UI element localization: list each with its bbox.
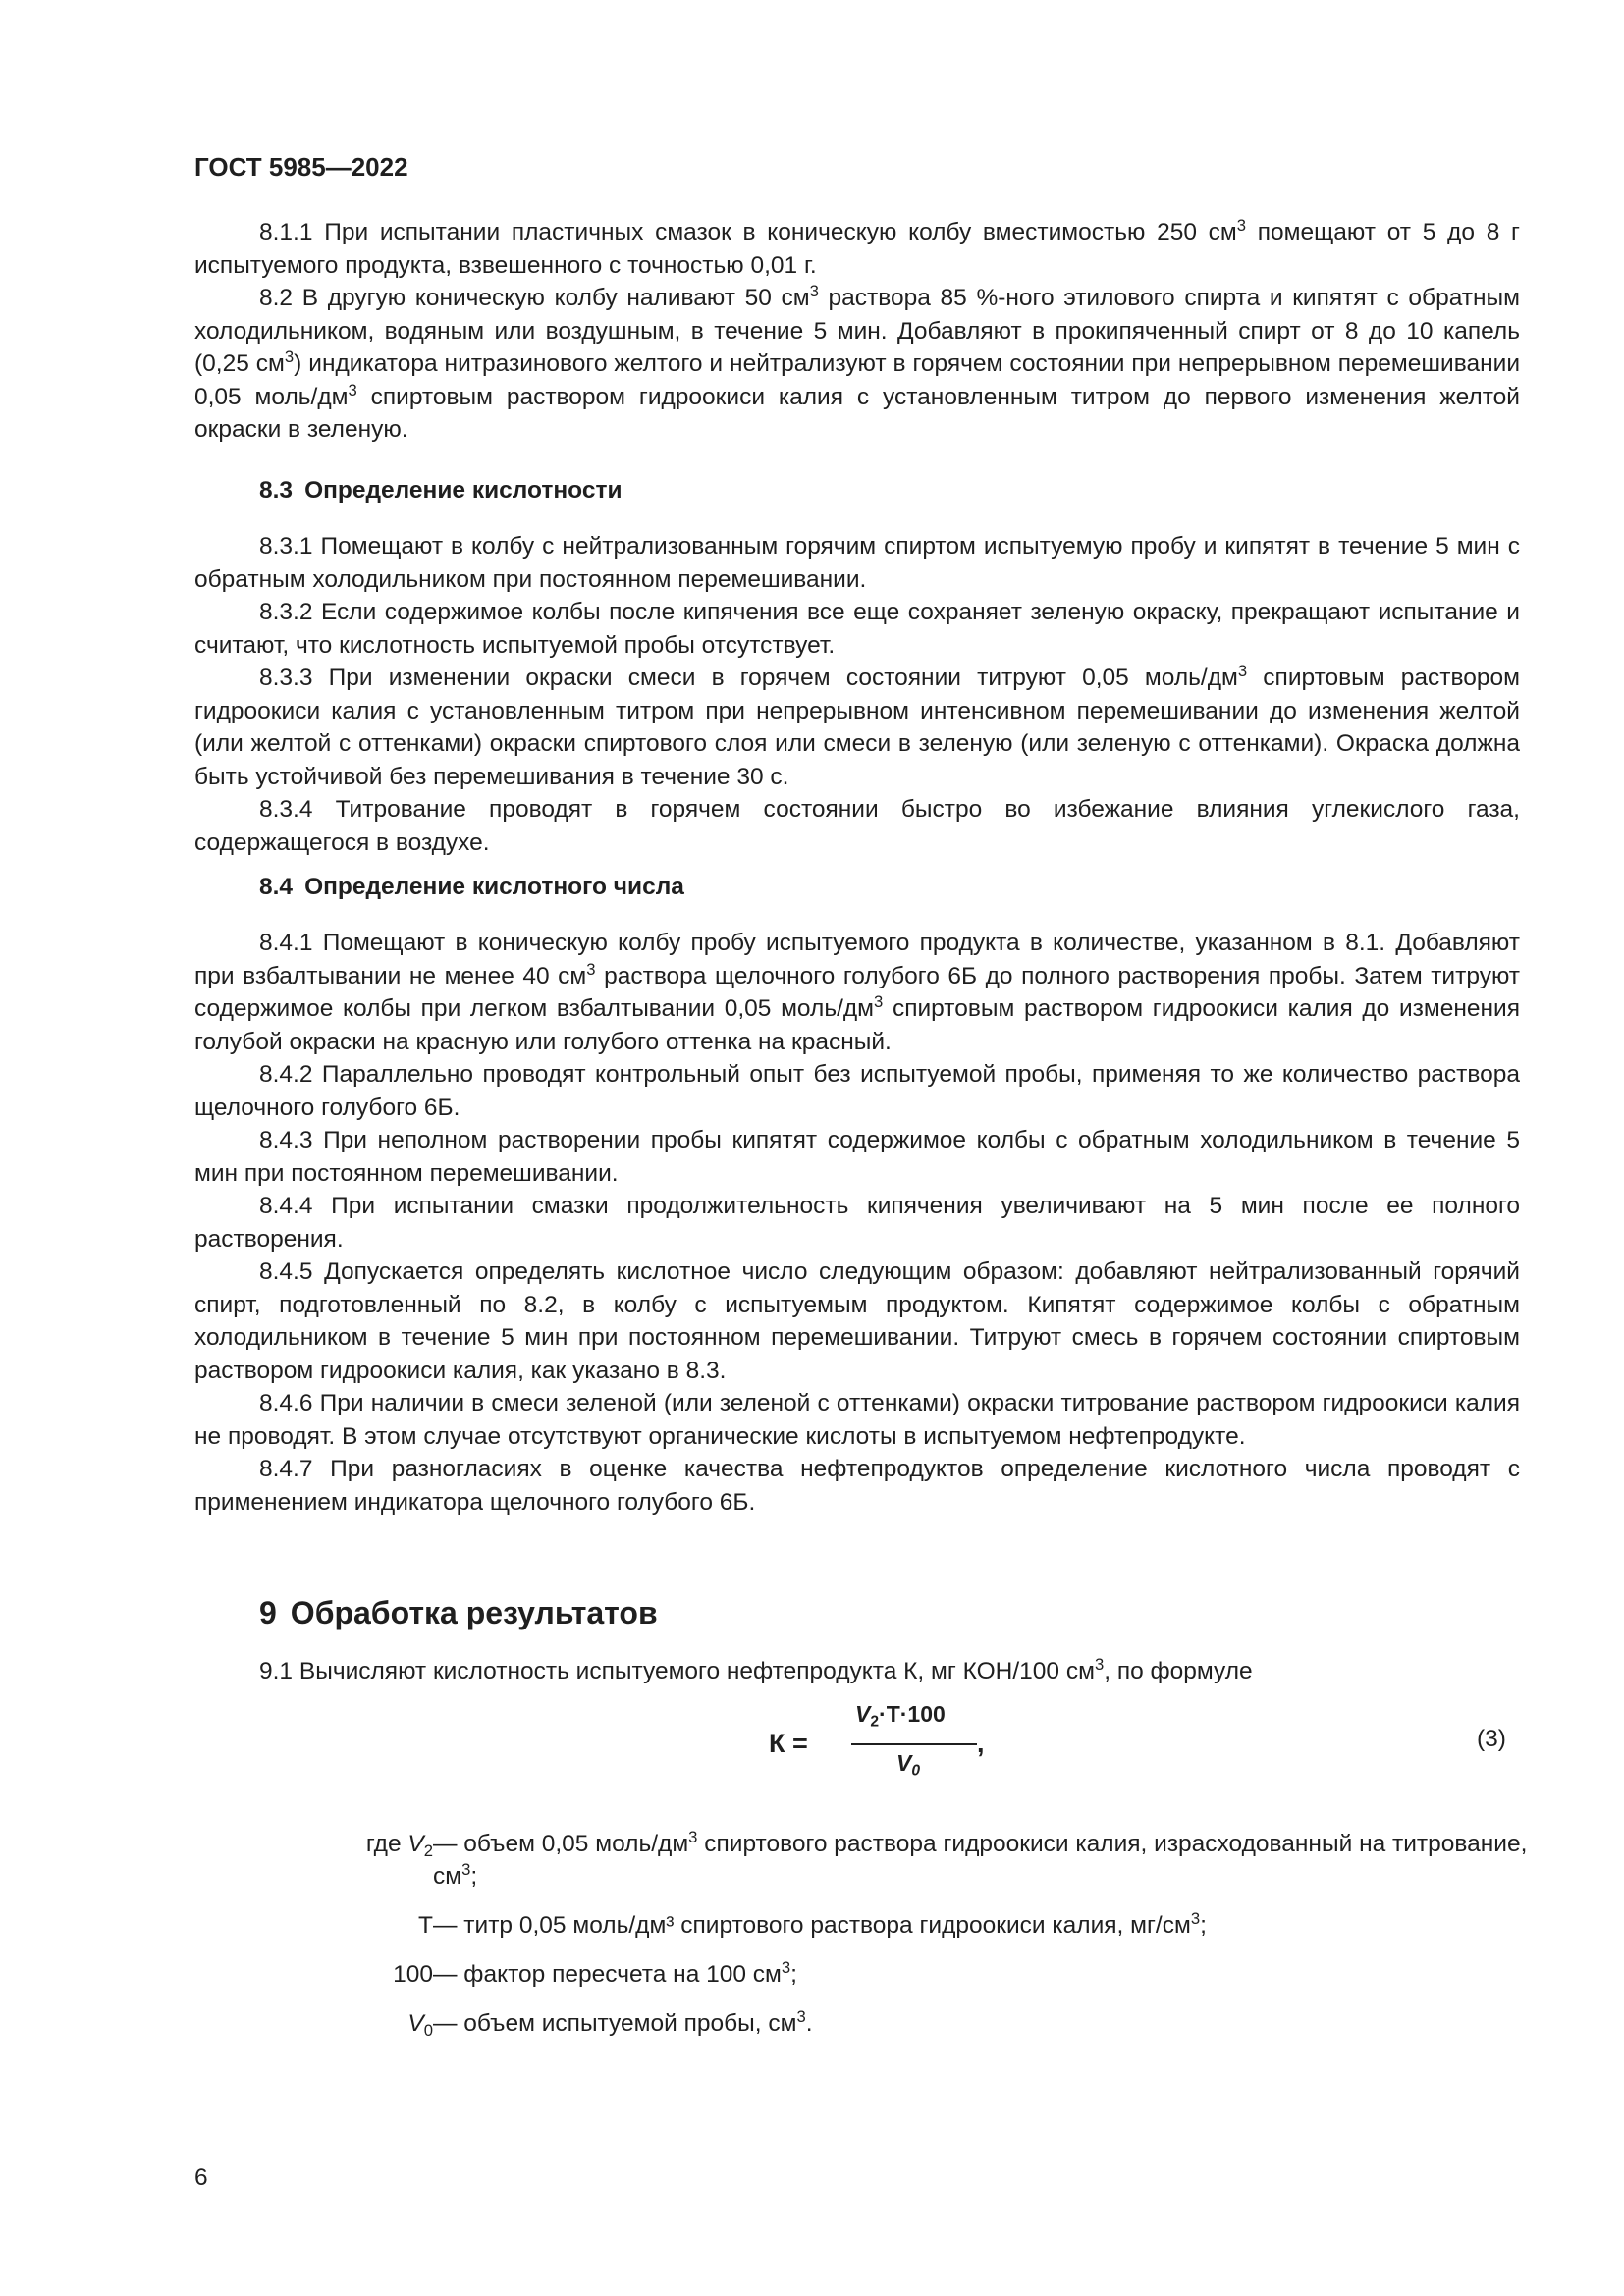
definition-d-t bbox=[194, 1909, 1530, 1942]
paragraph-p847: 8.4.7 При разногласиях в оценке качества нефтепродуктов определение кислотного числа проводят с применением индикатора щелочного голубого 6Б. bbox=[194, 1456, 1520, 1516]
formula-numerator: $V_2\cdot Т\cdot 100$ bbox=[855, 1701, 946, 1731]
subsection-title: Определение кислотности bbox=[304, 477, 623, 504]
text-block-9-1 bbox=[194, 1655, 1520, 1688]
definition-text: — фактор пересчета на 100 $см^3$; bbox=[433, 1957, 797, 1988]
document-header: ГОСТ 5985—2022 bbox=[194, 152, 408, 182]
subsection-number: 8.4 bbox=[259, 874, 294, 900]
subsection-number: 8.3 bbox=[259, 477, 294, 504]
text-block-8-4 bbox=[194, 927, 1520, 1519]
paragraph-p82: 8.2 В другую коническую колбу наливают 50 $см^3$ раствора 85 %-ного этилового спирта и кипятят с обратным холодильником, водяным или воздушным, в течение 5 мин. Добавляют в прокипяченный спирт от 8 до 10 капель (0,25 $см^3$) индикатора нитразинового желтого и нейтрализуют в горячем состоянии при непрерывном перемешивании 0,05 моль/$дм^3$ спиртовым раствором гидроокиси калия с установленным титром до первого изменения желтой окраски в зеленую. bbox=[194, 281, 1521, 443]
fraction-line bbox=[851, 1743, 977, 1745]
section-heading-9 bbox=[259, 1595, 658, 1631]
variable-definitions bbox=[194, 1828, 1530, 2056]
text-block-8-3 bbox=[194, 530, 1520, 859]
definition-d-v2 bbox=[194, 1828, 1530, 1893]
definition-symbol: Т bbox=[418, 1912, 433, 1939]
definition-symbol: где $V_2$ bbox=[365, 1831, 433, 1860]
definition-text: — титр 0,05 моль/дм³ спиртового раствора гидроокиси калия, $мг/см^3$; bbox=[433, 1908, 1207, 1939]
section-number: 9 bbox=[259, 1595, 277, 1630]
paragraph-p91: 9.1 Вычисляют кислотность испытуемого нефтепродукта К, мг КОН/100 $см^3$, по формуле bbox=[259, 1654, 1253, 1684]
page-number: 6 bbox=[194, 2164, 208, 2191]
paragraph-p834: 8.3.4 Титрование проводят в горячем состоянии быстро во избежание влияния углекислого газа, содержащегося в воздухе. bbox=[194, 796, 1520, 856]
paragraph-p845: 8.4.5 Допускается определять кислотное число следующим образом: добавляют нейтрализованный горячий спирт, подготовленный по 8.2, в колбу с испытуемым продуктом. Кипятят содержимое колбы с обратным холодильником в течение 5 мин при постоянном перемешивании. Титруют смесь в горячем состоянии спиртовым раствором гидроокиси калия, как указано в 8.3. bbox=[194, 1258, 1520, 1384]
definition-symbol: $V_0$ bbox=[407, 2010, 433, 2040]
definition-text: — объем испытуемой пробы, $см^3$. bbox=[433, 2006, 813, 2037]
formula-comma: , bbox=[977, 1729, 985, 1758]
subsection-title: Определение кислотного числа bbox=[304, 874, 684, 900]
paragraph-p846: 8.4.6 При наличии в смеси зеленой (или зеленой с оттенками) окраски титрование раствором гидроокиси калия не проводят. В этом случае отсутствуют органические кислоты в испытуемом нефтепродукте. bbox=[194, 1390, 1520, 1450]
paragraph-p832: 8.3.2 Если содержимое колбы после кипячения все еще сохраняет зеленую окраску, прекращают испытание и считают, что кислотность испытуемой пробы отсутствует. bbox=[194, 599, 1520, 659]
paragraph-p843: 8.4.3 При неполном растворении пробы кипятят содержимое колбы с обратным холодильником в течение 5 мин при постоянном перемешивании. bbox=[194, 1127, 1520, 1187]
paragraph-p833: 8.3.3 При изменении окраски смеси в горячем состоянии титруют 0,05 моль/$дм^3$ спиртовым раствором гидроокиси калия с установленным титром при непрерывном интенсивном перемешивании до изменения желтой (или желтой с оттенками) окраски спиртового слоя или смеси в зеленую (или зеленую с оттенками). Окраска должна быть устойчивой без перемешивания в течение 30 с. bbox=[194, 661, 1520, 790]
text-block-8-1 bbox=[194, 216, 1520, 447]
definition-symbol: 100 bbox=[393, 1961, 433, 1988]
paragraph-p811: 8.1.1 При испытании пластичных смазок в коническую колбу вместимостью 250 $см^3$ помещают от 5 до 8 г испытуемого продукта, взвешенного с точностью 0,01 г. bbox=[194, 215, 1520, 279]
formula-denominator: $V_0$ bbox=[896, 1750, 921, 1780]
section-title: Обработка результатов bbox=[290, 1595, 658, 1630]
paragraph-p842: 8.4.2 Параллельно проводят контрольный опыт без испытуемой пробы, применяя то же количество раствора щелочного голубого 6Б. bbox=[194, 1061, 1520, 1121]
paragraph-p844: 8.4.4 При испытании смазки продолжительность кипячения увеличивают на 5 мин после ее полного растворения. bbox=[194, 1193, 1520, 1253]
definition-text: — объем 0,05 моль/$дм^3$ спиртового раствора гидроокиси калия, израсходованный на титрование, $см^3$; bbox=[433, 1827, 1528, 1890]
definition-d-100 bbox=[194, 1958, 1530, 1991]
subsection-heading-8-4 bbox=[259, 874, 684, 901]
definition-d-v0 bbox=[194, 2007, 1530, 2040]
paragraph-p841: 8.4.1 Помещают в коническую колбу пробу испытуемого продукта в количестве, указанном в 8.1. Добавляют при взбалтывании не менее 40 $см^3$ раствора щелочного голубого 6Б до полного растворения пробы. Затем титруют содержимое колбы при легком взбалтывании 0,05 моль/$дм^3$ спиртовым раствором гидроокиси калия до изменения голубой окраски на красную или голубого оттенка на красный. bbox=[194, 930, 1520, 1055]
subsection-heading-8-3 bbox=[259, 477, 623, 505]
formula-lhs: К = bbox=[769, 1729, 808, 1758]
paragraph-p831: 8.3.1 Помещают в колбу с нейтрализованным горячим спиртом испытуемую пробу и кипятят в течение 5 мин с обратным холодильником при постоянном перемешивании. bbox=[194, 533, 1520, 593]
equation-number: (3) bbox=[1477, 1726, 1506, 1752]
